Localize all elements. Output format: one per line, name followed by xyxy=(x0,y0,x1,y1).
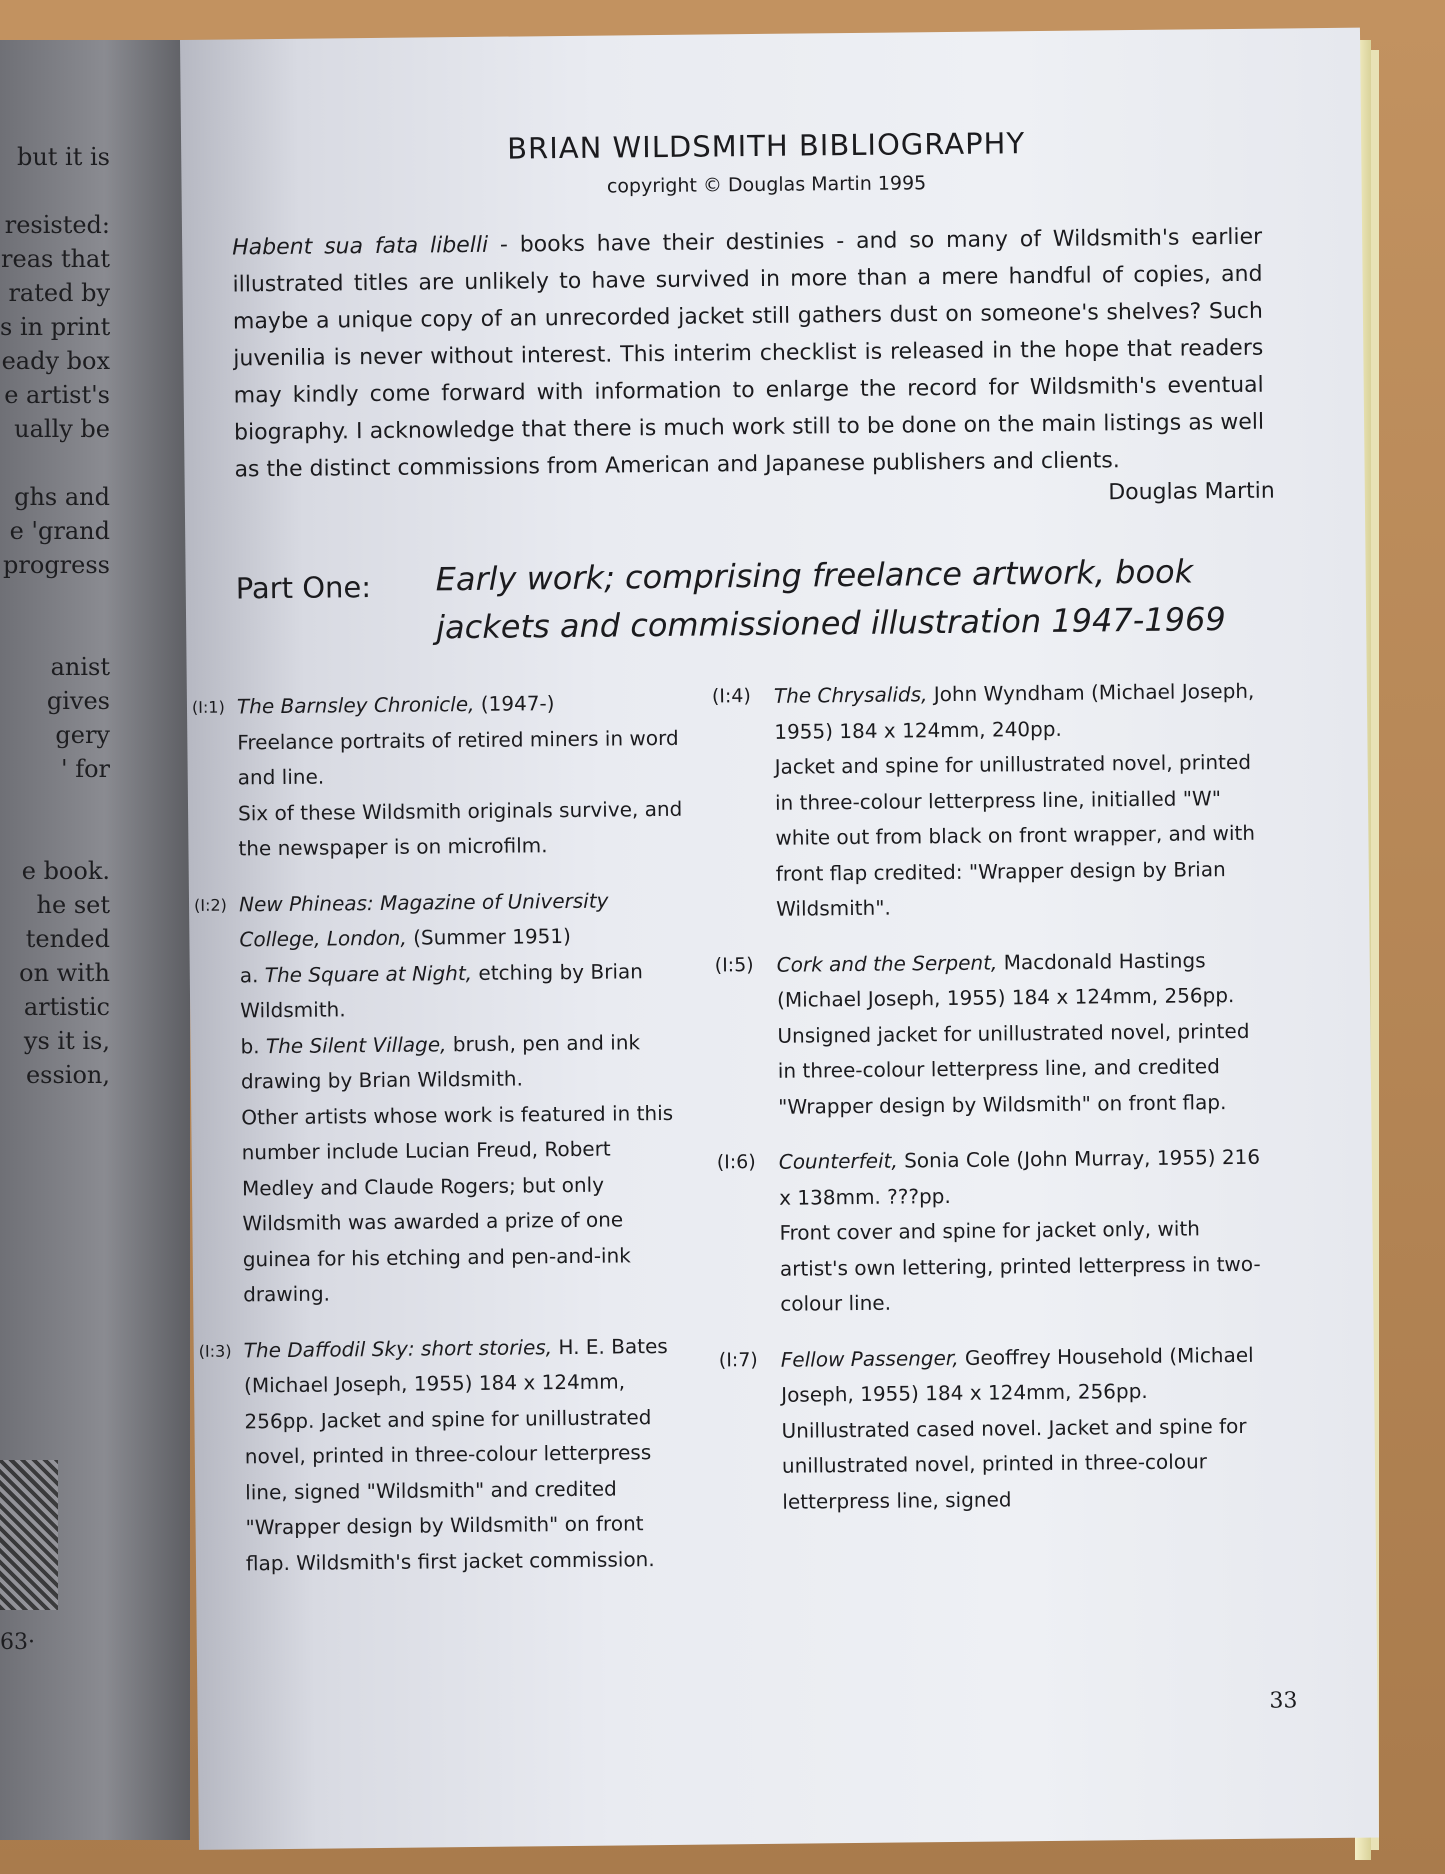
left-page-line: anist xyxy=(50,653,110,681)
left-page-line xyxy=(0,446,110,480)
entry-title: New Phineas: Magazine of University College, London, xyxy=(238,888,609,952)
entry-title: Cork and the Serpent, xyxy=(776,949,998,977)
bibliography-entry xyxy=(717,1140,1264,1323)
entry-title: The Barnsley Chronicle, xyxy=(236,691,475,719)
bibliography-entry xyxy=(712,674,1260,928)
entry-note: Freelance portraits of retired miners in word and line. xyxy=(237,725,679,790)
left-page-line xyxy=(0,820,110,854)
left-page-line: but it is xyxy=(16,143,110,171)
left-page-text xyxy=(0,140,110,1092)
signature: Douglas Martin xyxy=(1108,478,1275,506)
left-page-line: ghs and xyxy=(14,483,110,511)
sub-item-prefix: a. xyxy=(239,962,265,987)
entry-title: The Daffodil Sky: short stories, xyxy=(243,1334,553,1362)
entry-details: John Wyndham (Michael Joseph, 1955) 184 x 124mm, 240pp. xyxy=(774,678,1255,744)
left-page-line: ually be xyxy=(14,415,110,443)
entry-details: H. E. Bates (Michael Joseph, 1955) 184 x 124mm, 256pp. Jacket and spine for unillustrated novel, printed in three-colour letterpress line, signed "Wildsmith" and credited "Wrapper design by Wildsmith" on front flap. Wildsmith's first jacket commission. xyxy=(243,1333,668,1575)
entry-number: (I:5) xyxy=(714,953,754,976)
entry-details: (1947-) xyxy=(474,691,555,716)
sub-item-title: The Silent Village, xyxy=(265,1031,447,1058)
left-page-line xyxy=(0,616,110,650)
left-page-line: e artist's xyxy=(4,381,110,409)
left-page-illustration xyxy=(0,1460,58,1610)
entries-right-column xyxy=(712,674,1266,1541)
left-page-line: e 'grand xyxy=(9,517,110,545)
left-page-line: he set xyxy=(36,891,110,919)
left-page-line: ' for xyxy=(60,755,110,783)
left-page-line: artistic xyxy=(23,993,110,1021)
entry-note: Six of these Wildsmith originals survive, and the newspaper is on microfilm. xyxy=(237,796,683,861)
left-page-line: eady box xyxy=(1,347,110,375)
right-page xyxy=(180,28,1379,1850)
part-title: Early work; comprising freelance artwork, book jackets and commissioned illustration 1947-1969 xyxy=(435,552,1226,647)
sub-item-details: brush, pen and ink drawing by Brian Wildsmith. xyxy=(240,1029,641,1094)
entry-heading xyxy=(774,674,1258,750)
left-page-line: ession, xyxy=(25,1061,110,1089)
intro-latin: Habent sua fata libelli xyxy=(232,232,489,261)
bibliography-entry xyxy=(715,942,1262,1125)
entry-sub-item xyxy=(240,1024,686,1100)
bibliography-entry xyxy=(199,1328,692,1582)
left-page-line: gery xyxy=(55,721,110,749)
left-page-line xyxy=(0,786,110,820)
left-page-line: e book. xyxy=(21,857,110,885)
entry-number: (I:2) xyxy=(193,895,227,915)
bibliography-entry xyxy=(719,1337,1266,1520)
entry-title: Fellow Passenger, xyxy=(780,1345,959,1372)
copyright-line: copyright © Douglas Martin 1995 xyxy=(606,172,927,198)
entries-left-column xyxy=(192,685,692,1602)
entry-number: (I:3) xyxy=(198,1341,232,1361)
entry-number: (I:6) xyxy=(716,1151,756,1174)
entry-heading xyxy=(779,1140,1263,1216)
left-page xyxy=(0,40,190,1840)
page-title: BRIAN WILDSMITH BIBLIOGRAPHY xyxy=(506,126,1026,166)
entry-title: Counterfeit, xyxy=(778,1148,898,1174)
entry-heading xyxy=(777,942,1261,1018)
left-page-line: tended xyxy=(25,925,110,953)
entry-details: Sonia Cole (John Murray, 1955) 216 x 138mm. ???pp. xyxy=(779,1144,1261,1210)
bibliography-entry xyxy=(192,685,684,868)
entry-heading xyxy=(244,1328,692,1581)
entry-details: Geoffrey Household (Michael Joseph, 1955) 184 x 124mm, 256pp. Unillustrated cased novel. Jacket and spine for unillustrated novel, printed in three-colour letterpress line, signed xyxy=(781,1342,1254,1514)
entry-note: Front cover and spine for jacket only, with artist's own lettering, printed letterpress in two-colour line. xyxy=(779,1216,1261,1316)
entry-details: Macdonald Hastings (Michael Joseph, 1955) 184 x 124mm, 256pp. xyxy=(776,947,1235,1012)
entry-note: Unsigned jacket for unillustrated novel, printed in three-colour letterpress line, and credited "Wrapper design by Wildsmith" on front flap. xyxy=(777,1018,1250,1119)
entry-heading xyxy=(237,685,682,725)
part-label: Part One: xyxy=(235,570,372,606)
left-page-line: gives xyxy=(46,687,110,715)
sub-item-title: The Square at Night, xyxy=(264,960,473,987)
left-page-line: ys it is, xyxy=(23,1027,110,1055)
entry-details: (Summer 1951) xyxy=(406,923,571,950)
sub-item-details: etching by Brian Wildsmith. xyxy=(240,958,643,1023)
entry-heading xyxy=(239,882,685,958)
left-page-line: progress xyxy=(3,551,110,579)
intro-text: - books have their destinies - and so many of Wildsmith's earlier illustrated titles are unlikely to have survived in more than a mere handful of copies, and maybe a unique copy of an unrecorded jacket still gathers dust on someone's shelves? Such juvenilia is never without interest. This interim checklist is released in the hope that readers may kindly come forward with information to enlarge the record for Wildsmith's eventual biography. I acknowledge that there is much work still to be done on the main listings as well as the distinct commissions from American and Japanese publishers and clients. xyxy=(232,224,1265,483)
entry-note: Other artists whose work is featured in this number include Lucian Freud, Robert Medley and Claude Rogers; but only Wildsmith was awarded a prize of one guinea for his etching and pen-and-ink drawing. xyxy=(241,1100,674,1307)
left-page-number: 63· xyxy=(0,1630,35,1655)
entry-number: (I:1) xyxy=(191,697,225,717)
left-page-line xyxy=(0,582,110,616)
page-number: 33 xyxy=(1269,1688,1298,1714)
left-page-line: resisted: xyxy=(4,211,110,239)
intro-paragraph xyxy=(232,219,1265,489)
entry-number: (I:7) xyxy=(718,1348,758,1371)
left-page-line xyxy=(0,174,110,208)
left-page-line: on with xyxy=(19,959,110,987)
left-page-line: reas that xyxy=(1,245,110,273)
entry-title: The Chrysalids, xyxy=(773,682,928,708)
entry-sub-item xyxy=(240,953,686,1029)
entry-note: Jacket and spine for unillustrated novel, printed in three-colour letterpress line, initialled "W" white out from black on front wrapper, and with front flap credited: "Wrapper design by Brian Wildsmith". xyxy=(774,749,1256,921)
entry-number: (I:4) xyxy=(711,685,751,708)
bibliography-entry xyxy=(194,882,688,1313)
entry-heading xyxy=(781,1337,1266,1520)
left-page-line: rated by xyxy=(8,279,110,307)
sub-item-prefix: b. xyxy=(240,1033,267,1058)
left-page-line: s in print xyxy=(0,313,110,341)
